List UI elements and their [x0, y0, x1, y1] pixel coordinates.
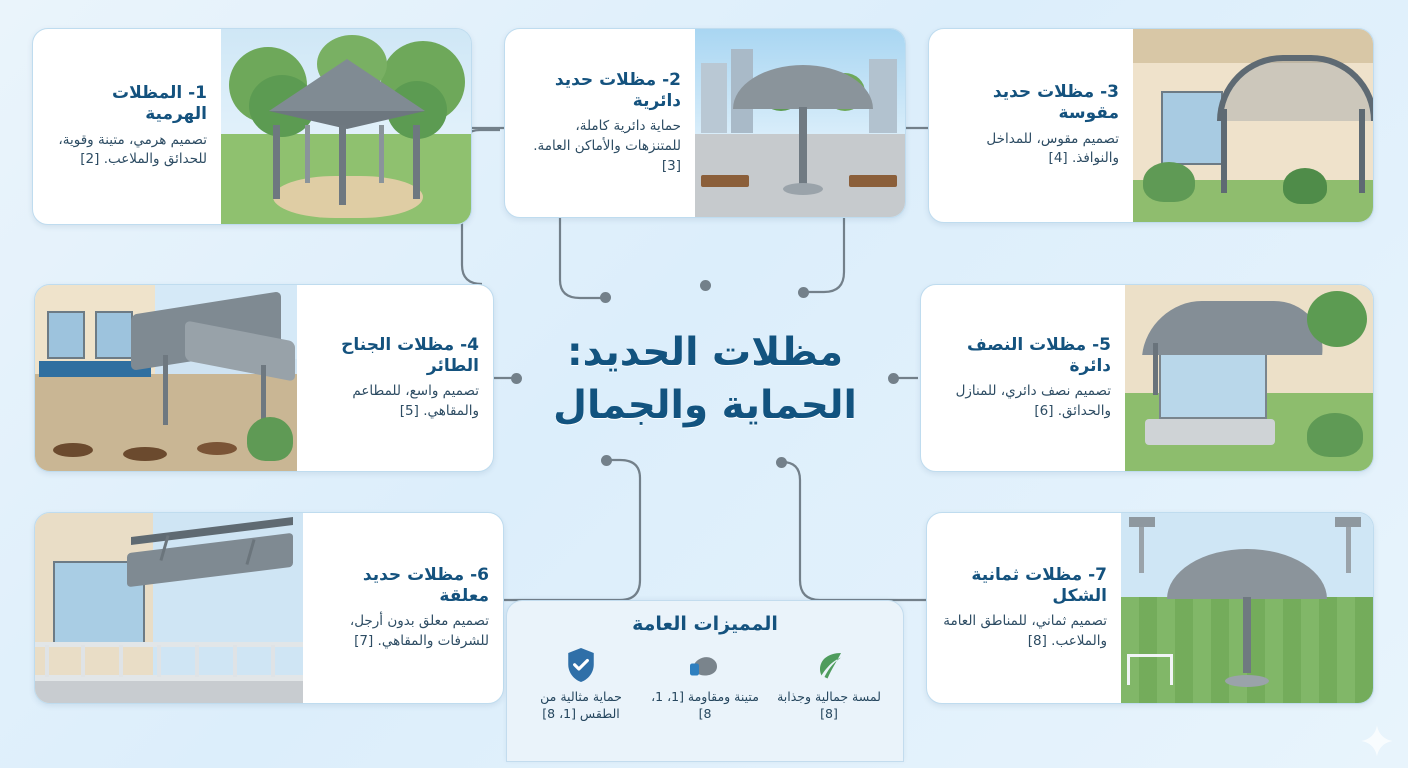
features-row — [507, 645, 903, 723]
node-card-circular[interactable] — [504, 28, 906, 218]
feature-label-weather: حماية مثالية من الطقس [1، 8] — [540, 689, 622, 721]
center-title-line1: مظلات الحديد: — [567, 330, 843, 376]
pyramid-gazebo-illustration — [221, 29, 471, 224]
node-card-half-circle[interactable] — [920, 284, 1374, 472]
node-text-pyramid — [33, 29, 221, 224]
sparkle-icon — [1360, 724, 1394, 758]
node-text-wing — [297, 285, 493, 471]
node-text-circular — [505, 29, 695, 217]
suspended-balcony-canopy-illustration — [35, 513, 303, 703]
node-text-half-circle — [921, 285, 1125, 471]
node-title-suspended: 6- مظلات حديد معلقة — [362, 564, 489, 606]
feature-item-protection — [522, 645, 640, 723]
node-card-wing[interactable] — [34, 284, 494, 472]
arched-entrance-canopy-illustration — [1133, 29, 1373, 222]
node-desc-wing: تصميم واسع، للمطاعم والمقاهي. [5] — [352, 383, 479, 419]
center-title-line2: الحماية والجمال — [553, 383, 857, 428]
hub-dot-3 — [798, 287, 809, 298]
feature-label-aesthetic: لمسة جمالية وجذابة [8] — [777, 689, 881, 721]
features-panel — [506, 600, 904, 762]
node-text-suspended — [303, 513, 503, 703]
node-desc-octagonal: تصميم ثماني، للمناطق العامة والملاعب. [8] — [943, 613, 1107, 649]
feature-item-weather — [770, 645, 888, 723]
node-desc-suspended: تصميم معلق بدون أرجل، للشرفات والمقاهي. [7] — [349, 613, 489, 649]
muscle-icon — [683, 645, 727, 685]
shield-icon — [559, 645, 603, 685]
circular-umbrella-plaza-illustration — [695, 29, 905, 217]
node-card-octagonal[interactable] — [926, 512, 1374, 704]
leaf-icon — [807, 645, 851, 685]
center-title — [520, 300, 890, 460]
octagonal-umbrella-stadium-illustration — [1121, 513, 1373, 703]
hub-dot-2 — [700, 280, 711, 291]
flying-wing-cafe-illustration — [35, 285, 297, 471]
node-text-octagonal — [927, 513, 1121, 703]
node-title-arched: 3- مظلات حديد مقوسة — [992, 82, 1119, 124]
node-card-arched[interactable] — [928, 28, 1374, 223]
feature-label-durable: متينة ومقاومة [1، 1، 8] — [651, 689, 759, 721]
node-desc-arched: تصميم مقوس، للمداخل والنوافذ. [4] — [986, 130, 1119, 167]
node-text-arched — [929, 29, 1133, 222]
half-circle-door-canopy-illustration — [1125, 285, 1373, 471]
node-desc-pyramid: تصميم هرمي، متينة وقوية، للحدائق والملاعب. [2] — [58, 131, 207, 168]
node-title-pyramid: 1- المظلات الهرمية — [112, 83, 207, 125]
node-desc-circular: حماية دائرية كاملة، للمتنزهات والأماكن العامة. [3] — [533, 118, 681, 174]
node-title-circular: 2- مظلات حديد دائرية — [554, 69, 681, 112]
node-desc-half-circle: تصميم نصف دائري، للمنازل والحدائق. [6] — [955, 383, 1111, 419]
node-card-suspended[interactable] — [34, 512, 504, 704]
node-card-pyramid[interactable] — [32, 28, 472, 225]
features-heading: المميزات العامة — [632, 613, 778, 635]
feature-item-durable — [646, 645, 764, 723]
node-title-octagonal: 7- مظلات ثمانية الشكل — [971, 564, 1107, 606]
node-title-wing: 4- مظلات الجناح الطائر — [341, 334, 479, 376]
node-title-half-circle: 5- مظلات النصف دائرة — [967, 334, 1111, 376]
